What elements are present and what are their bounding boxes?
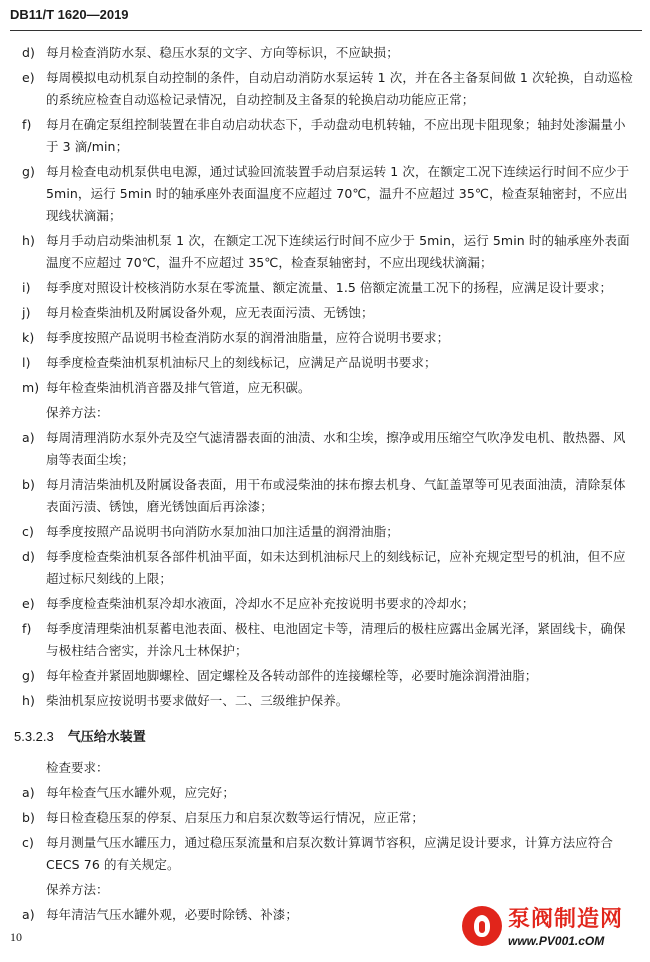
list-item xyxy=(14,665,638,687)
item-marker: h) xyxy=(22,693,35,708)
list-item xyxy=(14,690,638,712)
list-item xyxy=(14,277,638,299)
list-item xyxy=(14,807,638,829)
header-divider xyxy=(10,30,642,31)
list-item xyxy=(14,593,638,615)
valve-logo-icon xyxy=(462,906,502,946)
item-text: 每季度清理柴油机泵蓄电池表面、极柱、电池固定卡等，清理后的极柱应露出金属光泽，紧固线卡，确保与极柱结合密实，并涂凡士林保护； xyxy=(46,621,626,658)
list-item xyxy=(14,474,638,518)
item-text: 每月手动启动柴油机泵 1 次，在额定工况下连续运行时间不应少于 5min，运行 5min 时的轴承座外表面温度不应超过 70℃，温升不应超过 35℃，检查泵轴密封，不应出现线状滴漏； xyxy=(46,233,630,270)
item-text: 每月检查柴油机及附属设备外观，应无表面污渍、无锈蚀； xyxy=(46,305,374,320)
item-marker: e) xyxy=(22,596,35,611)
item-text: 每年检查并紧固地脚螺栓、固定螺栓及各转动部件的连接螺栓等，必要时施涂润滑油脂； xyxy=(46,668,538,683)
item-marker: c) xyxy=(22,835,34,850)
watermark-title: 泵阀制造网 xyxy=(508,907,624,932)
list-item xyxy=(14,161,638,227)
item-marker: f) xyxy=(22,621,32,636)
list-item xyxy=(14,546,638,590)
item-marker: h) xyxy=(22,233,35,248)
list-item xyxy=(14,618,638,662)
item-text: 每年检查柴油机消音器及排气管道，应无积碳。 xyxy=(46,380,311,395)
item-text: 每年清洁气压水罐外观，必要时除锈、补漆； xyxy=(46,907,299,922)
section-title: 气压给水装置 xyxy=(67,730,146,745)
item-text: 每季度按照产品说明书检查消防水泵的润滑油脂量，应符合说明书要求； xyxy=(46,330,450,345)
item-marker: g) xyxy=(22,668,36,683)
item-marker: a) xyxy=(22,907,35,922)
item-marker: i) xyxy=(22,280,31,295)
item-marker: a) xyxy=(22,785,35,800)
list-item xyxy=(14,42,638,64)
list-item xyxy=(14,230,638,274)
list-b xyxy=(14,427,638,712)
item-text: 每月清洁柴油机及附属设备表面，用干布或浸柴油的抹布擦去机身、气缸盖罩等可见表面油渍，清除泵体表面污渍、锈蚀，磨光锈蚀面后再涂漆； xyxy=(46,477,626,514)
item-text: 每周清理消防水泵外壳及空气滤清器表面的油渍、水和尘埃，擦净或用压缩空气吹净发电机、散热器、风扇等表面尘埃； xyxy=(46,430,626,467)
item-text: 每月检查电动机泵供电电源，通过试验回流装置手动启泵运转 1 次，在额定工况下连续运行时间不应少于 5min，运行 5min 时的轴承座外表面温度不应超过 70℃，温升不应超过 35℃，检查泵轴密封，不应出现线状滴漏； xyxy=(46,164,630,223)
item-text: 每月测量气压水罐压力，通过稳压泵流量和启泵次数计算调节容积，应满足设计要求，计算方法应符合 CECS 76 的有关规定。 xyxy=(46,835,614,872)
list-item xyxy=(14,302,638,324)
list-item xyxy=(14,427,638,471)
maintenance-label: 保养方法： xyxy=(46,882,109,897)
item-marker: k) xyxy=(22,330,35,345)
item-marker: d) xyxy=(22,549,36,564)
list-item xyxy=(14,327,638,349)
item-text: 每日检查稳压泵的停泵、启泵压力和启泵次数等运行情况，应正常； xyxy=(46,810,425,825)
item-marker: g) xyxy=(22,164,36,179)
item-marker: j) xyxy=(22,305,31,320)
list-c xyxy=(14,782,638,876)
document-code: DB11/T 1620—2019 xyxy=(10,7,129,22)
maintenance-label: 保养方法： xyxy=(46,405,109,420)
item-marker: d) xyxy=(22,45,36,60)
watermark-url: www.PV001.cOM xyxy=(508,934,605,948)
item-text: 每季度对照设计校核消防水泵在零流量、额定流量、1.5 倍额定流量工况下的扬程，应满足设计要求； xyxy=(46,280,613,295)
list-item xyxy=(14,832,638,876)
section-heading xyxy=(14,726,638,749)
list-item xyxy=(14,521,638,543)
item-text: 每周模拟电动机泵自动控制的条件，自动启动消防水泵运转 1 次，并在各主备泵间做 1 次轮换，自动巡检的系统应检查自动巡检记录情况，自动控制及主备泵的轮换启动功能应正常； xyxy=(46,70,633,107)
list-item xyxy=(14,352,638,374)
page-number: 10 xyxy=(10,930,22,944)
item-text: 每年检查气压水罐外观，应完好； xyxy=(46,785,236,800)
item-marker: a) xyxy=(22,430,35,445)
list-item xyxy=(14,377,638,399)
item-marker: f) xyxy=(22,117,32,132)
list-item xyxy=(14,782,638,804)
item-text: 柴油机泵应按说明书要求做好一、二、三级维护保养。 xyxy=(46,693,349,708)
section-number: 5.3.2.3 xyxy=(14,729,54,744)
item-marker: c) xyxy=(22,524,34,539)
item-text: 每季度检查柴油机泵冷却水液面，冷却水不足应补充按说明书要求的冷却水； xyxy=(46,596,475,611)
list-a xyxy=(14,42,638,399)
item-marker: m) xyxy=(22,380,40,395)
item-text: 每季度检查柴油机泵机油标尺上的刻线标记，应满足产品说明书要求； xyxy=(46,355,437,370)
item-text: 每季度按照产品说明书向消防水泵加油口加注适量的润滑油脂； xyxy=(46,524,399,539)
item-marker: l) xyxy=(22,355,31,370)
item-text: 每月在确定泵组控制装置在非自动启动状态下，手动盘动电机转轴，不应出现卡阻现象；轴封处渗漏量小于 3 滴/min； xyxy=(46,117,626,154)
item-marker: b) xyxy=(22,477,36,492)
watermark-logo xyxy=(462,900,644,958)
item-text: 每季度检查柴油机泵各部件机油平面，如未达到机油标尺上的刻线标记，应补充规定型号的机油，但不应超过标尺刻线的上限； xyxy=(46,549,626,586)
list-item xyxy=(14,114,638,158)
list-item xyxy=(14,67,638,111)
page-content xyxy=(14,42,638,929)
inspection-label: 检查要求： xyxy=(46,760,109,775)
item-text: 每月检查消防水泵、稳压水泵的文字、方向等标识，不应缺损； xyxy=(46,45,399,60)
item-marker: b) xyxy=(22,810,36,825)
item-marker: e) xyxy=(22,70,35,85)
